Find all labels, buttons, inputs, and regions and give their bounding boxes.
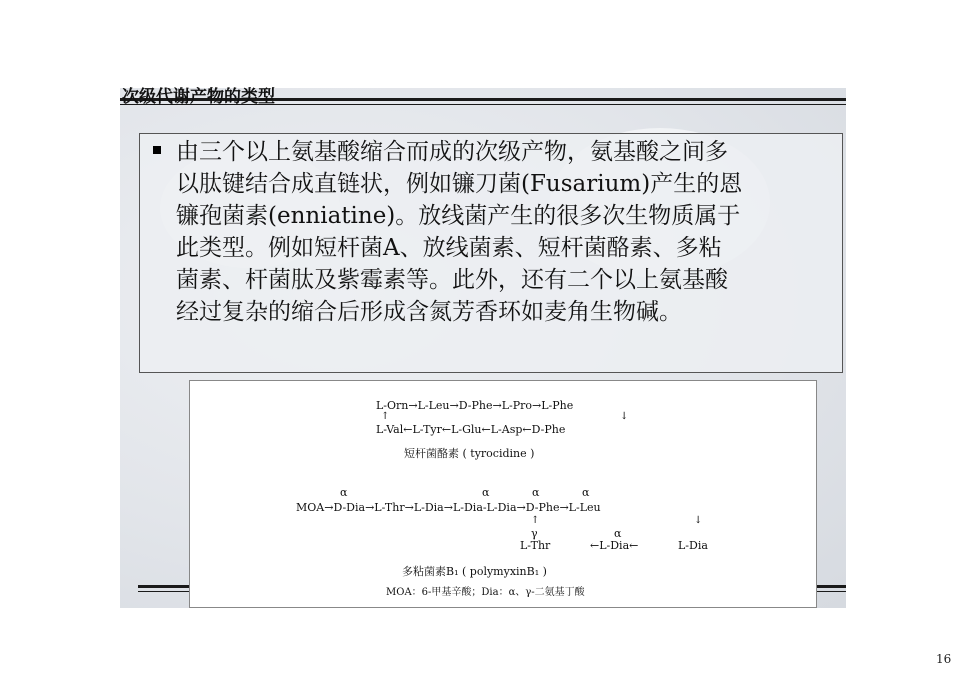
body-line: 此类型。例如短杆菌A、放线菌素、短杆菌酪素、多粘: [176, 235, 722, 261]
polymyxin-branch-left: L-Thr: [520, 539, 551, 552]
polymyxin-branch-right: L-Dia: [678, 539, 708, 552]
page-number: 16: [936, 652, 952, 666]
polymyxin-caption: 多粘菌素B₁ ( polymyxinB₁ ): [402, 565, 547, 578]
left-rule-thin: [138, 591, 190, 592]
arrow-up-icon: ↑: [531, 515, 540, 526]
right-rule-thin: [816, 591, 846, 592]
body-line: 以肽键结合成直链状，例如镰刀菌(Fusarium)产生的恩: [176, 171, 743, 197]
figure-legend: MOA：6-甲基辛酸；Dia：α、γ-二氨基丁酸: [386, 587, 585, 598]
alpha-mark: α: [582, 486, 590, 499]
polymyxin-branch-middle: ←L-Dia←: [590, 539, 639, 552]
alpha-mark: α: [340, 486, 348, 499]
tyrocidine-caption: 短杆菌酪素 ( tyrocidine ): [404, 447, 535, 460]
body-line: 由三个以上氨基酸缩合而成的次级产物，氨基酸之间多: [176, 139, 728, 165]
arrow-down-icon: ↓: [694, 515, 703, 526]
right-rule: [816, 585, 846, 588]
body-line: 菌素、杆菌肽及紫霉素等。此外，还有二个以上氨基酸: [176, 267, 728, 293]
gamma-mark: γ: [531, 527, 538, 540]
body-line: 经过复杂的缩合后形成含氮芳香环如麦角生物碱。: [176, 299, 682, 325]
arrow-down-icon: ↓: [620, 411, 629, 422]
left-rule: [138, 585, 190, 588]
polymyxin-chain: MOA→D-Dia→L-Thr→L-Dia→L-Dia-L-Dia→D-Phe→L-Leu: [296, 501, 601, 514]
slide-title: 次级代谢产物的类型: [122, 87, 275, 107]
structure-figure: [189, 380, 817, 608]
arrow-up-icon: ↑: [381, 411, 390, 422]
alpha-mark: α: [614, 527, 622, 540]
bullet-icon: [153, 146, 161, 154]
alpha-mark: α: [532, 486, 540, 499]
tyrocidine-chain-bottom: L-Val←L-Tyr←L-Glu←L-Asp←D-Phe: [376, 423, 566, 436]
alpha-mark: α: [482, 486, 490, 499]
body-text: [176, 136, 836, 328]
body-line: 镰孢菌素(enniatine)。放线菌产生的很多次生物质属于: [176, 203, 741, 229]
tyrocidine-chain-top: L-Orn→L-Leu→D-Phe→L-Pro→L-Phe: [376, 399, 574, 412]
